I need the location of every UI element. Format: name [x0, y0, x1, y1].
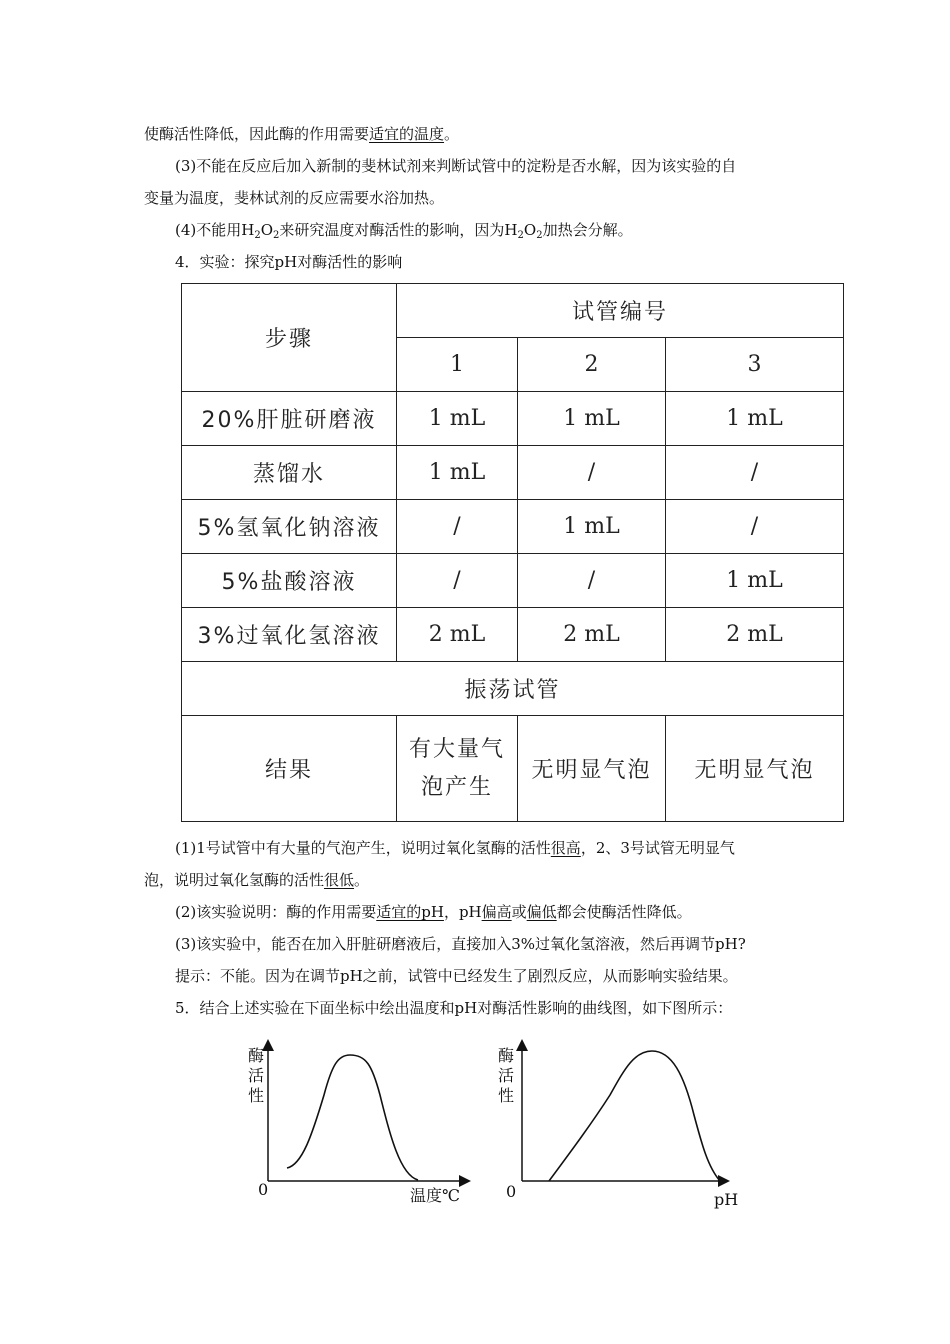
table-cell: 1 mL — [518, 500, 666, 554]
analysis-2: (2)该实验说明：酶的作用需要适宜的pH，pH偏高或偏低都会使酶活性降低。 — [175, 903, 692, 921]
table-cell: 2 mL — [518, 608, 666, 662]
paragraph-3-line1: (3)不能在反应后加入新制的斐林试剂来判断试管中的淀粉是否水解，因为该实验的自 — [175, 157, 737, 175]
experiment-table — [181, 283, 844, 822]
header-step: 步骤 — [182, 284, 397, 392]
analysis-1-line1: (1)1号试管中有大量的气泡产生，说明过氧化氢酶的活性很高，2、3号试管无明显气 — [175, 839, 735, 857]
paragraph-3-line2: 变量为温度，斐林试剂的反应需要水浴加热。 — [144, 189, 445, 207]
table-cell: 2 mL — [397, 608, 518, 662]
table-cell: 1 mL — [397, 446, 518, 500]
result-tube-2: 无明显气泡 — [518, 716, 666, 822]
result-tube-3: 无明显气泡 — [666, 716, 844, 822]
table-cell: 1 mL — [397, 392, 518, 446]
row-label: 蒸馏水 — [182, 446, 397, 500]
header-tube-number: 试管编号 — [397, 284, 844, 338]
underlined-answer: 适宜的温度 — [369, 125, 445, 143]
ylabel-char: 性 — [248, 1086, 265, 1105]
row-label: 3%过氧化氢溶液 — [182, 608, 397, 662]
table-cell: / — [518, 446, 666, 500]
origin-label: 0 — [506, 1182, 517, 1201]
table-cell: / — [397, 500, 518, 554]
table-row — [182, 500, 844, 554]
result-label: 结果 — [182, 716, 397, 822]
shake-tubes-step: 振荡试管 — [182, 662, 844, 716]
table-cell: 1 mL — [666, 392, 844, 446]
tube-number-3: 3 — [666, 338, 844, 392]
section-4-heading: 4．实验：探究pH对酶活性的影响 — [175, 253, 403, 271]
tube-number-2: 2 — [518, 338, 666, 392]
underlined-answer: 很高 — [550, 839, 581, 857]
table-cell: 2 mL — [666, 608, 844, 662]
result-tube-1: 有大量气 泡产生 — [397, 716, 518, 822]
ph-activity-graph — [492, 1035, 742, 1215]
underlined-answer: 很低 — [324, 871, 355, 889]
table-row — [182, 608, 844, 662]
paragraph-4: (4)不能用$H_2O_2$来研究温度对酶活性的影响，因为$H_2O_2$加热会分解。 — [175, 221, 633, 241]
x-axis-label: 温度℃ — [410, 1186, 460, 1205]
ylabel-char: 性 — [498, 1086, 515, 1105]
underlined-answer: 偏高 — [481, 903, 512, 921]
origin-label: 0 — [258, 1180, 269, 1199]
table-row — [182, 446, 844, 500]
underlined-answer: 偏低 — [526, 903, 557, 921]
x-axis-label: pH — [714, 1190, 739, 1209]
table-cell: / — [397, 554, 518, 608]
analysis-1-line2: 泡，说明过氧化氢酶的活性很低。 — [144, 871, 370, 889]
ylabel-char: 酶 — [498, 1046, 515, 1065]
table-row — [182, 554, 844, 608]
section-5-heading: 5．结合上述实验在下面坐标中绘出温度和pH对酶活性影响的曲线图，如下图所示： — [175, 999, 733, 1017]
ph-curve — [549, 1051, 720, 1181]
table-cell: 1 mL — [518, 392, 666, 446]
ylabel-char: 活 — [498, 1066, 515, 1085]
temperature-curve — [287, 1055, 418, 1180]
tube-number-1: 1 — [397, 338, 518, 392]
ylabel-char: 活 — [248, 1066, 265, 1085]
row-label: 5%盐酸溶液 — [182, 554, 397, 608]
paragraph-temp-conclusion: 使酶活性降低，因此酶的作用需要适宜的温度。 — [144, 125, 460, 143]
table-cell: / — [666, 446, 844, 500]
analysis-3-hint: 提示：不能。因为在调节pH之前，试管中已经发生了剧烈反应，从而影响实验结果。 — [175, 967, 738, 985]
table-cell: 1 mL — [666, 554, 844, 608]
ylabel-char: 酶 — [248, 1046, 265, 1065]
result-row — [182, 716, 844, 822]
analysis-3-question: (3)该实验中，能否在加入肝脏研磨液后，直接加入3%过氧化氢溶液，然后再调节pH? — [175, 935, 746, 953]
table-cell: / — [666, 500, 844, 554]
table-row — [182, 392, 844, 446]
row-label: 20%肝脏研磨液 — [182, 392, 397, 446]
temperature-activity-graph — [240, 1035, 480, 1215]
underlined-answer: 适宜的pH — [376, 903, 444, 921]
table-cell: / — [518, 554, 666, 608]
row-label: 5%氢氧化钠溶液 — [182, 500, 397, 554]
